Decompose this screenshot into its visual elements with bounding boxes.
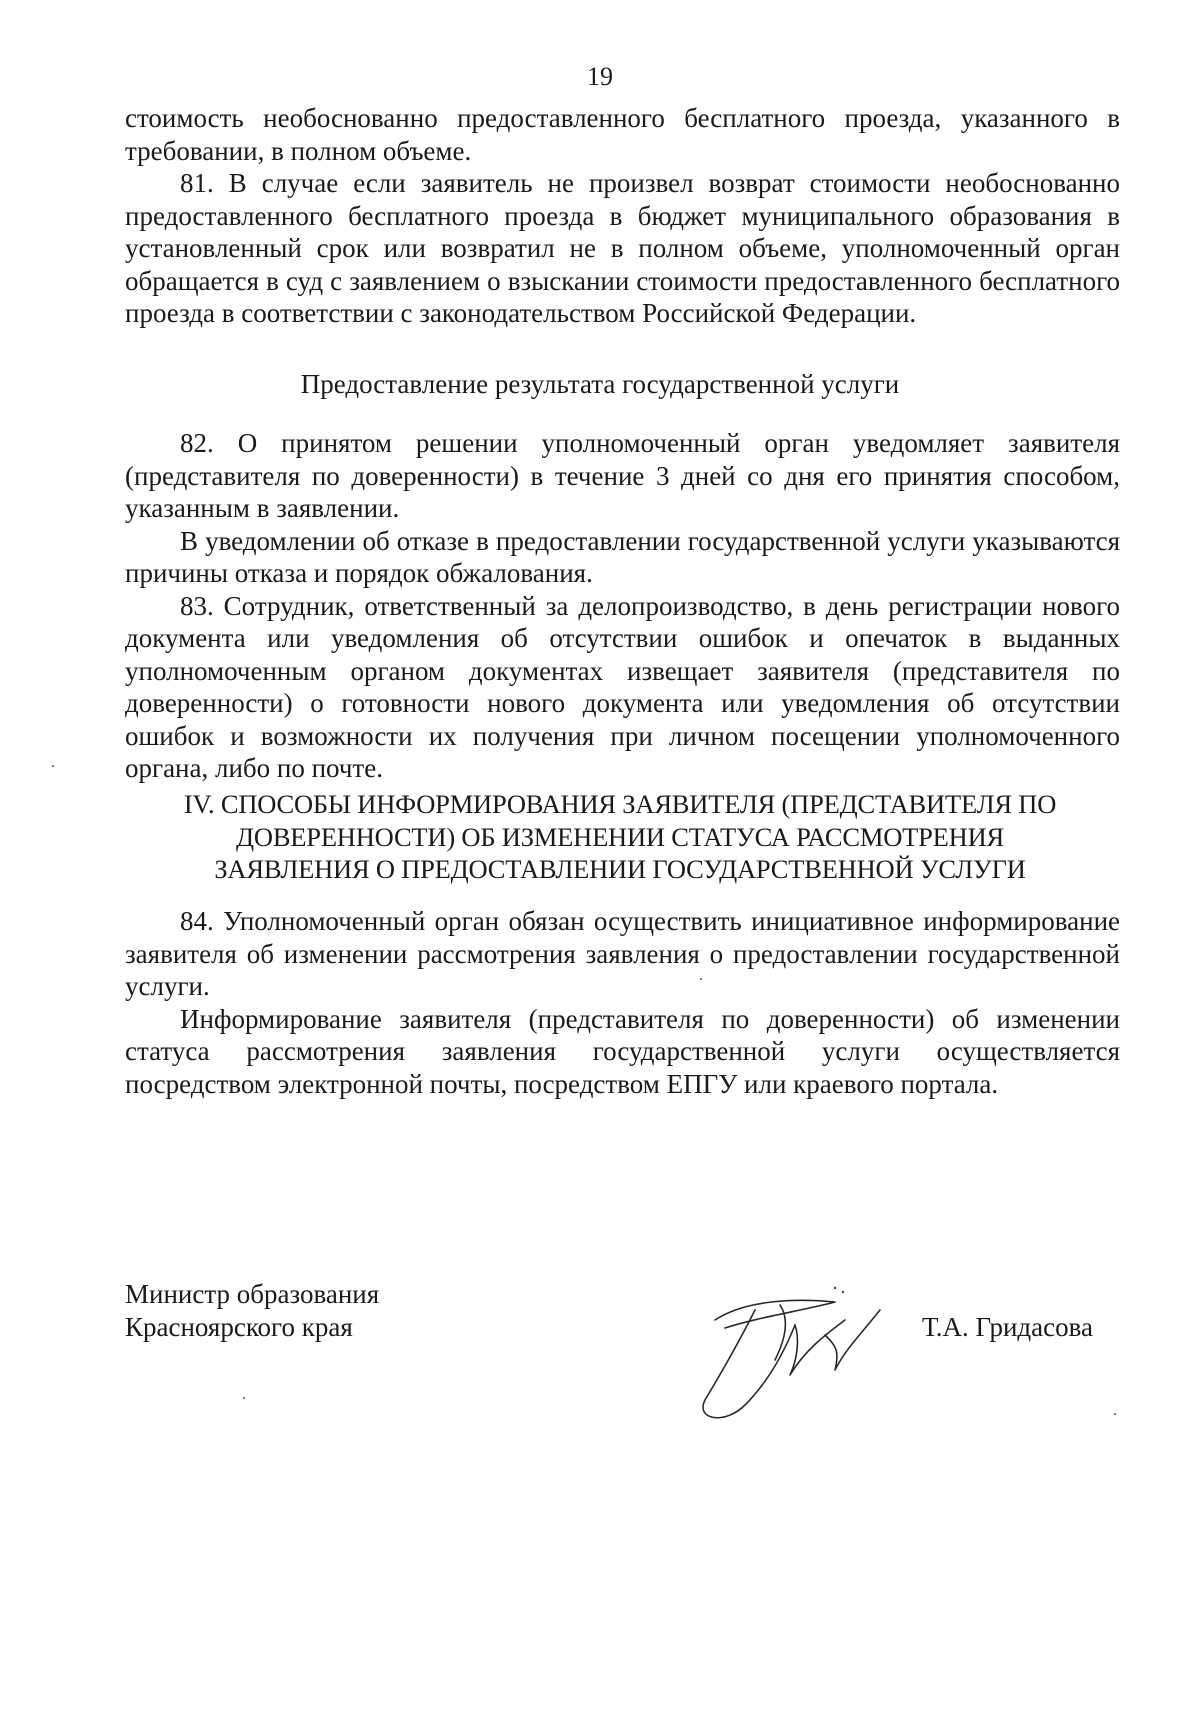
page-number: 19: [587, 62, 613, 91]
top-text-block: [125, 102, 1120, 330]
middle-text-block: [125, 427, 1120, 785]
subheading-result: Предоставление результата государственной услуги: [300, 369, 900, 399]
signer-position: [125, 1278, 379, 1344]
paragraph-84: 84. Уполномоченный орган обязан осуществить инициативное информирование заявителя об изменении рассмотрения заявления о предоставлении государственной услуги.: [125, 906, 1120, 1001]
paragraph-refusal-notice: В уведомлении об отказе в предоставлении государственной услуги указываются причины отказа и порядок обжалования.: [125, 525, 1120, 588]
paragraph-80-continuation: стоимость необоснованно предоставленного бесплатного проезда, указанного в требовании, в полном объеме.: [125, 103, 1120, 166]
section-iv-title: [120, 788, 1120, 886]
section-title-line-1: IV. СПОСОБЫ ИНФОРМИРОВАНИЯ ЗАЯВИТЕЛЯ (ПРЕДСТАВИТЕЛЯ ПО: [183, 789, 1057, 819]
signer-position-line-2: Красноярского края: [125, 1312, 353, 1342]
signer-name: Т.А. Гридасова: [922, 1312, 1093, 1342]
bottom-text-block: [125, 905, 1120, 1100]
scan-speck: [700, 978, 702, 980]
signer-position-line-1: Министр образования: [125, 1279, 380, 1309]
paragraph-81: 81. В случае если заявитель не произвел возврат стоимости необоснованно предоставленного бесплатного проезда в бюджет муниципального образования в установленный срок или возвратил не в полном объеме, уполномоченный орган обращается в суд с заявлением о взыскании стоимости предоставленного бесплатного проезда в соответствии с законодательством Российской Федерации.: [125, 168, 1120, 328]
scan-speck: [52, 765, 54, 767]
paragraph-informing: Информирование заявителя (представителя по доверенности) об изменении статуса рассмотрения заявления государственной услуги осуществляется посредством электронной почты, посредством ЕПГУ или краевого портала.: [125, 1003, 1120, 1099]
scan-speck: [243, 1397, 245, 1399]
handwritten-signature: [685, 1280, 895, 1430]
section-title-line-3: ЗАЯВЛЕНИЯ О ПРЕДОСТАВЛЕНИИ ГОСУДАРСТВЕННОЙ УСЛУГИ: [214, 854, 1026, 884]
section-title-line-2: ДОВЕРЕННОСТИ) ОБ ИЗМЕНЕНИИ СТАТУСА РАССМОТРЕНИЯ: [236, 821, 1004, 852]
paragraph-83: 83. Сотрудник, ответственный за делопроизводство, в день регистрации нового документа или уведомления об отсутствии ошибок и опечаток в выданных уполномоченным органом документах извещает заявителя (представителя по доверенности) о готовности нового документа или уведомления об отсутствии ошибок и возможности их получения при личном посещении уполномоченного органа, либо по почте.: [125, 590, 1120, 783]
paragraph-82: 82. О принятом решении уполномоченный орган уведомляет заявителя (представителя по доверенности) в течение 3 дней со дня его принятия способом, указанным в заявлении.: [125, 428, 1120, 523]
scan-speck: [1114, 1413, 1116, 1415]
